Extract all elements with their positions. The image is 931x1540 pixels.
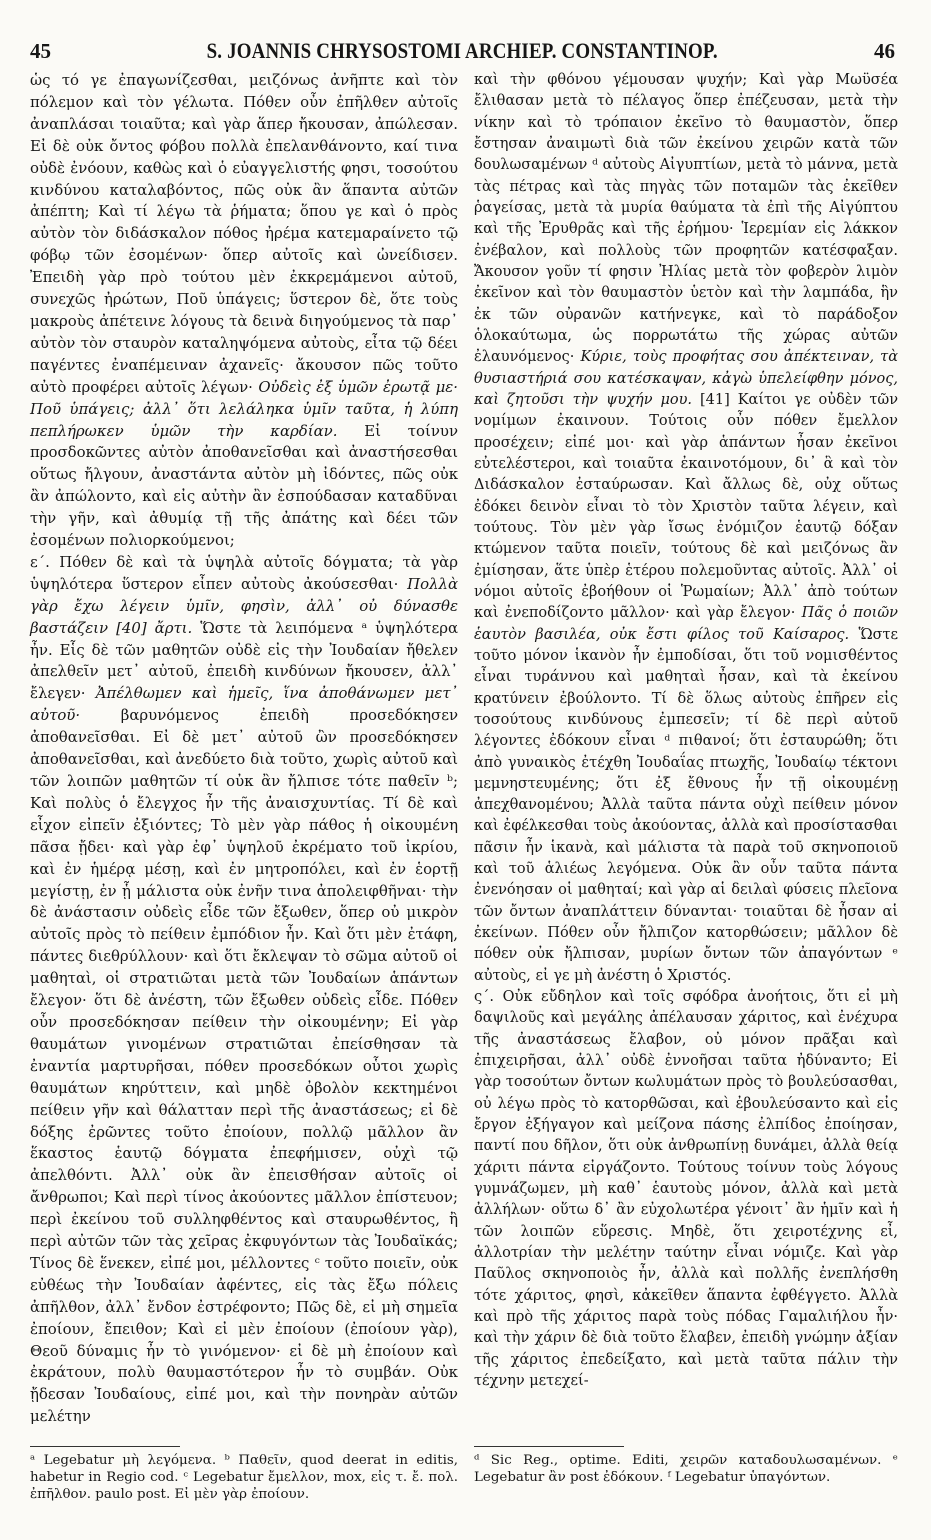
text-paragraph — [30, 70, 458, 552]
text-run: Ὥστε τοῦτο μόνον ἱκανὸν ἦν ἐμποδίσαι, ὅτι τοῦ νομισθέντος εἶναι τυράννου καὶ μαθηταὶ ἦσαν, καὶ τὰ ἐκείνου κρατύνειν ἐβούλοντο. Τί δὲ ὅλως αὐτοὺς ἐπῆρεν εἰς τοσούτους κινδύνους ἐμπεσεῖν; τί δὲ περὶ αὐτοῦ λέγοντες ἐδόκουν εἶναι ᵈ πιθανοί; ὅτι ἐσταυρώθη; ὅτι ἀπὸ γυναικὸς ἐτέχθη Ἰουδαΐας πτωχῆς, Ἰουδαίῳ τέκτονι μεμνηστευμένης; ὅτι ἐξ ἔθνους ἦν τῇ οἰκουμένῃ ἀπεχθανομένου; Ἀλλὰ ταῦτα πάντα οὐχὶ πείθειν μόνον καὶ ἐφέλκεσθαι τοὺς ἀκούοντας, ἀλλὰ καὶ προσίστασθαι πᾶσιν ἦν ἱκανὰ, καὶ μάλιστα τὰ παρὰ τοῦ σκηνοποιοῦ καὶ τοῦ ἁλιέως λεγόμενα. Οὐκ ἂν οὖν ταῦτα πάντα ἐνενόησαν οἱ μαθηταί; καὶ γὰρ αἱ δειλαὶ φύσεις πλεῖονα τῶν ὄντων ἀναπλάττειν δύνανται· τοιαῦται δὲ ἦσαν αἱ ἐκείνων. Πόθεν οὖν ἤλπιζον κατορθώσειν; μᾶλλον δὲ πόθεν οὐκ ἤλπισαν, μυρίων ὄντων τῶν ἀπαγόντων ᵉ αὐτοὺς, εἰ γε μὴ ἀνέστη ὁ Χριστός. — [474, 626, 899, 984]
scripture-quote: Πᾶς ὁ ποιῶν ἑαυτὸν βασιλέα, οὐκ ἔστι φίλος τοῦ Καίσαρος. — [474, 605, 898, 643]
scripture-quote: Ἀπέλθωμεν καὶ ἡμεῖς, ἵνα ἀποθάνωμεν μετ᾽ αὐτοῦ· — [30, 684, 458, 725]
text-run: Ὥστε τὰ λειπόμενα ᵃ ὑψηλότερα ἦν. Εἷς δὲ τῶν μαθητῶν οὐδὲ εἰς τὴν Ἰουδαίαν ἤθελεν ἀπελθεῖν μετ᾽ αὐτοῦ, ἐπειδὴ κινδύνων ἤκουσεν, ἀλλ᾽ ἔλεγεν· — [30, 618, 458, 703]
text-run: [41] Καίτοι γε οὐδὲν τῶν νομίμων ἐκαινουν. Τούτοις οὖν πόθεν ἔμελλον προσέχειν; εἰπέ μοι· καὶ γὰρ ἁπάντων ἦσαν ἐκεῖνοι εὐτελέστεροι, καὶ τοιαῦτα ἐκαινοτόμουν, δι᾽ ἃ καὶ τὸν Διδάσκαλον ἐσταύρωσαν. Καὶ ἄλλως δὲ, οὐχ οὕτως ἐδόκει δεινὸν εἶναι τὸ τὸν Χριστὸν ταῦτα λέγειν, καὶ τούτους. Τὸν μὲν γὰρ ἴσως ἐνόμιζον ἑαυτῷ δόξαν κτώμενον ταῦτα ποιεῖν, τούτους δὲ καὶ μειζόνως ἂν ἐμίσησαν, ἅτε ὑπὲρ ἑτέρου πολεμοῦντας αὐτοῖς. Ἀλλ᾽ οἱ νόμοι αὐτοῖς ἐβοήθουν οἱ Ῥωμαίων; Ἀλλ᾽ ἀπὸ τούτων καὶ ἐνεποδίζοντο μᾶλλον· καὶ γὰρ ἔλεγον· — [474, 391, 899, 622]
running-header — [30, 38, 895, 70]
text-paragraph — [30, 552, 458, 1428]
scripture-quote: Κύριε, τοὺς προφήτας σου ἀπέκτειναν, τὰ θυσιαστήριά σου κατέσκαψαν, κἀγὼ ὑπελείφθην μόνος, καὶ ζητοῦσι τὴν ψυχήν μου. — [474, 349, 898, 408]
text-run: καὶ τὴν φθόνου γέμουσαν ψυχήν; Καὶ γὰρ Μωϋσέα ἔλιθασαν μετὰ τὸ πέλαγος ὅπερ ἐπέζευσαν, μετὰ τὴν νίκην καὶ τὸ τρόπαιον ἐκεῖνο τὸ θαυμαστὸν, ὅπερ ἔστησαν ἀναιμωτὶ διὰ τῶν ἐκείνου χειρῶν κατὰ τῶν δουλωσαμένων ᵈ αὐτοὺς Αἰγυπτίων, μετὰ τὸ μάννα, μετὰ τὰς πέτρας καὶ τὰς πηγὰς τῶν ποταμῶν τὰς ἐκεῖθεν ῥαγείσας, μετὰ τὰ μυρία θαύματα τὰ ἐπὶ τῆς Αἰγύπτου καὶ τῆς Ἐρυθρᾶς καὶ τῆς ἐρήμου· Ἱερεμίαν εἰς λάκκον ἐνέβαλον, καὶ πολλοὺς τῶν προφητῶν κατέσφαξαν. Ἄκουσον γοῦν τί φησιν Ἠλίας μετὰ τὸν φοβερὸν λιμὸν ἐκεῖνον καὶ τὸν θαυμαστὸν ὑετὸν καὶ τὴν λαμπάδα, ἣν ἐκ τῶν οὐρανῶν κατήνεγκε, καὶ τὸ παράδοξον ὁλοκαύτωμα, ὡς πορρωτάτω τῆς χώρας αὐτῶν ἐλαυνόμενος· — [474, 72, 898, 366]
right-page-number: 46 — [873, 39, 895, 63]
scripture-quote: Πολλὰ γὰρ ἔχω λέγειν ὑμῖν, φησὶν, ἀλλ᾽ οὐ δύνασθε βαστάζειν [40] ἄρτι. — [30, 574, 459, 637]
left-column — [30, 70, 458, 1428]
left-page-number: 45 — [30, 39, 51, 63]
running-title: S. JOANNIS CHRYSOSTOMI ARCHIEP. CONSTANTINOP. — [206, 38, 719, 63]
footnote-text: ᵈ Sic Reg., optime. Editi, χειρῶν καταδουλωσαμένων. ᵉ Legebatur ἂν post ἐδόκουν. ᶠ Legebatur ὑπαγόντων. — [474, 1453, 898, 1485]
text-run: ς΄. Οὐκ εὔδηλον καὶ τοῖς σφόδρα ἀνοήτοις, ὅτι εἰ μὴ δαψιλοῦς καὶ μεγάλης ἀπέλαυσαν χάριτος, καὶ ἐνέχυρα τῆς ἀναστάσεως ἔλαβον, οὐ μόνον πρᾶξαι καὶ ἐπιχειρῆσαι, ἀλλ᾽ οὐδὲ ἐννοῆσαι ταῦτα ἠδύναντο; Εἰ γὰρ τοσούτων ὄντων κωλυμάτων πρὸς τὸ βουλεύσασθαι, οὐ λέγω πρὸς τὸ κατορθῶσαι, καὶ ἐβουλεύσαντο καὶ εἰς ἔργον ἐξήγαγον καὶ μείζονα πάσης ἐλπίδος ἐποίησαν, παντί που δῆλον, ὅτι οὐκ ἀνθρωπίνῃ δυνάμει, ἀλλὰ θείᾳ χάριτι πάντα εἰργάζοντο. Τούτους τοίνυν τοὺς λόγους γυμνάζωμεν, μὴ καθ᾽ ἑαυτοὺς μόνον, ἀλλὰ καὶ μετὰ ἀλλήλων· οὕτω δ᾽ ἂν εὐχολωτέρα γένοιτ᾽ ἂν ἡμῖν καὶ ἡ τῶν λοιπῶν εὕρεσις. Μηδὲ, ὅτι χειροτέχνης εἶ, ἀλλοτρίαν τὴν μελέτην ταύτην εἶναι νόμιζε. Καὶ γὰρ Παῦλος σκηνοποιὸς ἦν, ἀλλὰ καὶ πολλῆς ἐνεπλήσθη τότε χάριτος, φησὶ, κἀκεῖθεν ἅπαντα ἐφθέγγετο. Ἀλλὰ καὶ πρὸ τῆς χάριτος παρὰ τοὺς πόδας Γαμαλιήλου ἦν· καὶ τὴν χάριν δὲ διὰ τοῦτο ἔλαβεν, ἐπειδὴ γνώμην ἀξίαν τῆς χάριτος ἐπεδείξατο, καὶ μετὰ ταῦτα πάλιν τὴν τέχνην μετεχεί- — [474, 989, 898, 1390]
text-paragraph — [474, 70, 898, 987]
footnotes-right — [474, 1452, 898, 1486]
text-run: Εἰ τοίνυν προσδοκῶντες αὐτὸν ἀποθανεῖσθαι καὶ ἀναστήσεσθαι οὕτως ἤλγουν, ἀναστάντα αὐτὸν μὴ ἰδόντες, πῶς οὐκ ἂν ἀπώλοντο, καὶ εἰς αὐτὴν ἂν ἐσπούδασαν καταδῦναι τὴν γῆν, καὶ ἀθυμίᾳ τῇ τῆς ἀπάτης καὶ δέει τῶν ἐσομένων πολιορκούμενοι; — [30, 421, 459, 550]
text-run: ε΄. Πόθεν δὲ καὶ τὰ ὑψηλὰ αὐτοῖς δόγματα; τὰ γὰρ ὑψηλότερα ὕστερον εἶπεν αὐτοὺς ἀκούσεσθαι· — [30, 552, 458, 593]
scripture-quote: Οὐδεὶς ἐξ ὑμῶν ἐρωτᾷ με· Ποῦ ὑπάγεις; ἀλλ᾽ ὅτι λελάληκα ὑμῖν ταῦτα, ἡ λύπη πεπλήρωκεν ὑμῶν τὴν καρδίαν. — [30, 377, 459, 440]
right-column — [474, 70, 898, 1392]
footnote-text: ᵃ Legebatur μὴ λεγόμενα. ᵇ Παθεῖν, quod deerat in editis, habetur in Regio cod. ᶜ Legebatur ἔμελλον, mox, εἰς τ. ἔ. πολ. ἐπῆλθον. paulo post. Εἰ μὲν γὰρ ἐποίουν. — [30, 1453, 458, 1502]
footnote-rule — [474, 1446, 624, 1447]
footnote-rule — [30, 1446, 180, 1447]
text-paragraph — [474, 987, 898, 1392]
text-run: βαρυνόμενος ἐπειδὴ προσεδόκησεν ἀποθανεῖσθαι. Εἰ δὲ μετ᾽ αὐτοῦ ὢν προσεδόκησεν ἀποθανεῖσθαι, καὶ ἀνεδύετο διὰ τοῦτο, χωρὶς αὐτοῦ καὶ τῶν λοιπῶν μαθητῶν τί οὐκ ἂν ἤλπισε τότε παθεῖν ᵇ; Καὶ πολὺς ὁ ἔλεγχος ἦν τῆς ἀναισχυντίας. Τί δὲ καὶ εἶχον εἰπεῖν ἐξιόντες; Τὸ μὲν γὰρ πάθος ἡ οἰκουμένη πᾶσα ᾔδει· καὶ γὰρ ἐφ᾽ ὑψηλοῦ ἐκρέματο τοῦ ἰκρίου, καὶ ἐν ἡμέρᾳ μέσῃ, καὶ ἐν μητροπόλει, καὶ ἐν ἑορτῇ μεγίστῃ, ἐν ᾗ μάλιστα οὐκ ἐνῆν τινα ἀπολειφθῆναι· τὴν δὲ ἀνάστασιν οὐδεὶς εἶδε τῶν ἔξωθεν, ὅπερ οὐ μικρὸν αὐτοῖς πρὸς τὸ πείθειν ἐμπόδιον ἦν. Καὶ ὅτι μὲν ἐτάφη, πάντες διεθρύλλουν· καὶ ὅτι ἔκλεψαν τὸ σῶμα αὐτοῦ οἱ μαθηταὶ, οἱ στρατιῶται μετὰ τῶν Ἰουδαίων ἁπάντων ἔλεγον· ὅτι δὲ ἀνέστη, τῶν ἔξωθεν οὐδεὶς εἶδε. Πόθεν οὖν προσεδόκησαν πείθειν τὴν οἰκουμένην; Εἰ γὰρ θαυμάτων γινομένων στρατιῶται ἐπείσθησαν τὰ ἐναντία μαρτυρῆσαι, πόθεν προσεδόκων οὗτοι χωρὶς θαυμάτων κηρύττειν, καὶ μηδὲ ὀβολὸν κεκτημένοι πείθειν γῆν καὶ θάλατταν περὶ τῆς ἀναστάσεως; εἰ δὲ δόξης ἐρῶντες τοῦτο ἐποίουν, πολλῷ μᾶλλον ἂν ἕκαστος ἑαυτῷ δόγματα ἐπεφήμισεν, οὐχὶ τῷ ἀπελθόντι. Ἀλλ᾽ οὐκ ἂν ἐπεισθήσαν αὐτοῖς οἱ ἄνθρωποι; Καὶ περὶ τίνος ἀκούοντες μᾶλλον ἐπίστευον; περὶ ἐκείνου τοῦ συλληφθέντος καὶ σταυρωθέντος, ἢ περὶ αὐτῶν τῶν τὰς χεῖρας ἐκφυγόντων τὰς Ἰουδαϊκάς; Τίνος δὲ ἕνεκεν, εἰπέ μοι, μέλλοντες ᶜ τοῦτο ποιεῖν, οὐκ εὐθέως τὴν Ἰουδαίαν ἀφέντες, εἰς τὰς ἔξω πόλεις ἀπῆλθον, ἀλλ᾽ ἔνδον ἐστρέφοντο; Πῶς δὲ, εἰ μὴ σημεῖα ἐποίουν, ἔπειθον; Καὶ εἰ μὲν ἐποίουν (ἐποίουν γὰρ), Θεοῦ δύναμις ἦν τὸ γινόμενον· εἰ δὲ μὴ ἐποίουν καὶ ἐκράτουν, πολὺ θαυμαστότερον ἦν τὸ συμβάν. Οὐκ ᾔδεσαν Ἰουδαίους, εἰπέ μοι, καὶ τὴν πονηρὰν αὐτῶν μελέτην — [30, 706, 458, 1426]
footnotes-left — [30, 1452, 458, 1503]
text-run: ὡς τό γε ἐπαγωνίζεσθαι, μειζόνως ἀνῆπτε καὶ τὸν πόλεμον καὶ τὸν γέλωτα. Πόθεν οὖν ἐπῆλθεν αὐτοῖς ἀναπλάσαι τοιαῦτα; καὶ γὰρ ἅπερ ἤκουσαν, ἀπώλεσαν. Εἰ δὲ οὐκ ὄντος φόβου πολλὰ ἐπελανθάνοντο, καί τινα οὐδὲ ἐνόουν, καθὼς καὶ ὁ εὐαγγελιστής φησι, τοσούτου κινδύνου καταλαβόντος, πῶς οὐκ ἂν ἅπαντα αὐτῶν ἀπέπτη; Καὶ τί λέγω τὰ ῥήματα; ὅπου γε καὶ ὁ πρὸς αὐτὸν τὸν διδάσκαλον πόθος ἠρέμα κατεμαραίνετο τῷ φόβῳ τῶν ἐσομένων· ὅπερ αὐτοῖς καὶ ὠνείδισεν. Ἐπειδὴ γὰρ πρὸ τούτου μὲν ἐκκρεμάμενοι αὐτοῦ, συνεχῶς ἠρώτων, Ποῦ ὑπάγεις; ὕστερον δὲ, ὅτε τοὺς μακροὺς ἀπέτεινε λόγους τὰ δεινὰ διηγούμενος τὰ παρ᾽ αὐτὸν τὸν σταυρὸν καταληψόμενα αὐτοὺς, εἶτα τῷ δέει παγέντες ἐναπέμειναν ἀχανεῖς· ἄκουσον πῶς τοῦτο αὐτὸ προφέρει αὐτοῖς λέγων· — [30, 71, 458, 396]
